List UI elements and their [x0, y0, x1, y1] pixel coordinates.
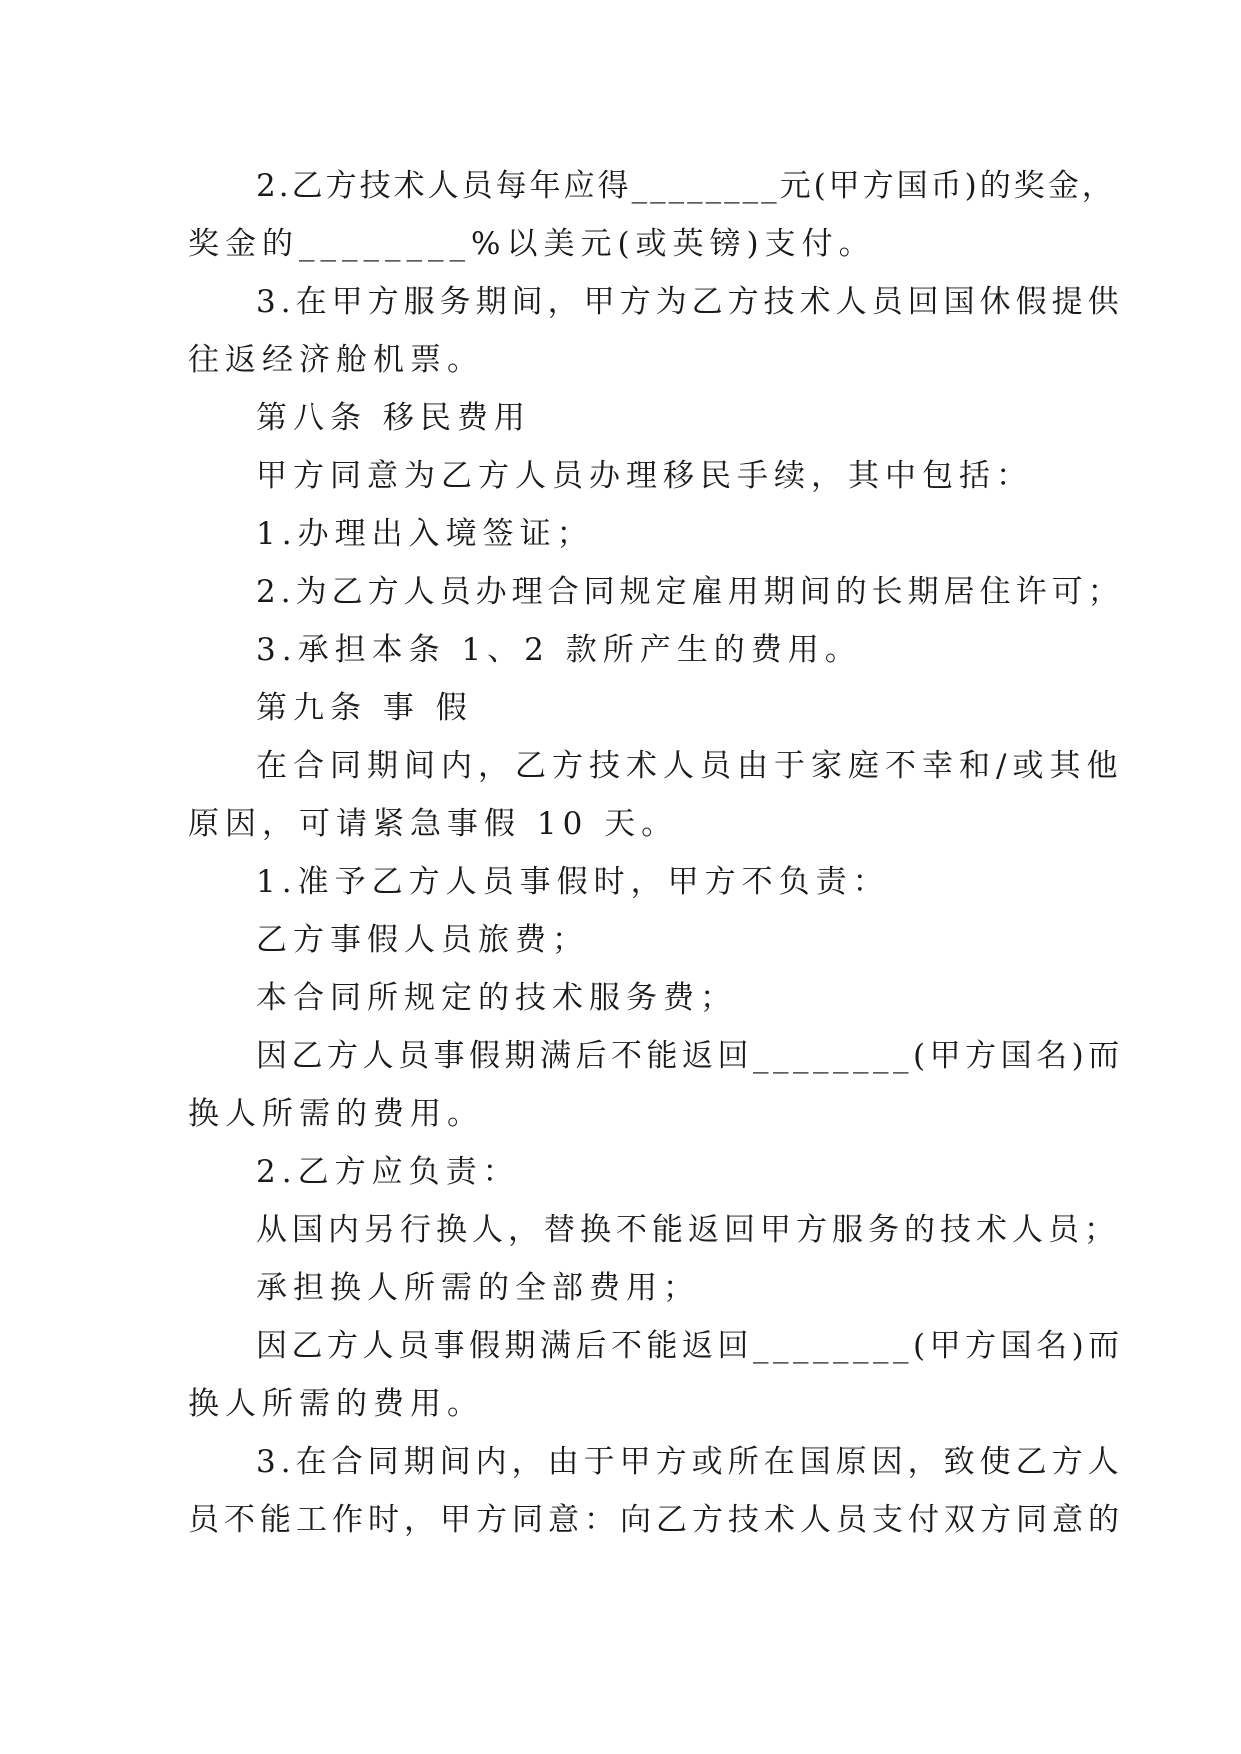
text-line: 1.准予乙方人员事假时，甲方不负责：: [256, 864, 890, 900]
text-line: 从国内另行换人，替换不能返回甲方服务的技术人员；: [256, 1212, 1120, 1248]
text-line: 3.承担本条 1、2 款所产生的费用。: [256, 632, 862, 668]
text-line: 2.乙方技术人员每年应得________元(甲方国币)的奖金，: [256, 168, 1116, 204]
text-line: 3.在合同期间内，由于甲方或所在国原因，致使乙方人: [256, 1444, 1124, 1480]
section-heading: 第九条 事 假: [256, 690, 473, 726]
text-line: 员不能工作时，甲方同意：向乙方技术人员支付双方同意的: [188, 1502, 1124, 1538]
text-line: 因乙方人员事假期满后不能返回________(甲方国名)而: [256, 1328, 1124, 1364]
text-line: 在合同期间内，乙方技术人员由于家庭不幸和/或其他: [256, 748, 1124, 784]
text-line: 本合同所规定的技术服务费；: [256, 980, 737, 1016]
text-line: 3.在甲方服务期间，甲方为乙方技术人员回国休假提供: [256, 284, 1124, 320]
text-line: 奖金的________%以美元(或英镑)支付。: [188, 226, 876, 262]
text-line: 甲方同意为乙方人员办理移民手续，其中包括：: [256, 458, 1033, 494]
text-line: 1.办理出入境签证；: [256, 516, 594, 552]
section-heading: 第八条 移民费用: [256, 400, 531, 436]
text-line: 原因，可请紧急事假 10 天。: [188, 806, 679, 842]
text-line: 换人所需的费用。: [188, 1386, 484, 1422]
text-line: 2.乙方应负责：: [256, 1154, 520, 1190]
text-line: 乙方事假人员旅费；: [256, 922, 589, 958]
text-line: 因乙方人员事假期满后不能返回________(甲方国名)而: [256, 1038, 1124, 1074]
text-line: 换人所需的费用。: [188, 1096, 484, 1132]
text-line: 承担换人所需的全部费用；: [256, 1270, 700, 1306]
text-line: 往返经济舱机票。: [188, 342, 484, 378]
text-line: 2.为乙方人员办理合同规定雇用期间的长期居住许可；: [256, 574, 1124, 610]
